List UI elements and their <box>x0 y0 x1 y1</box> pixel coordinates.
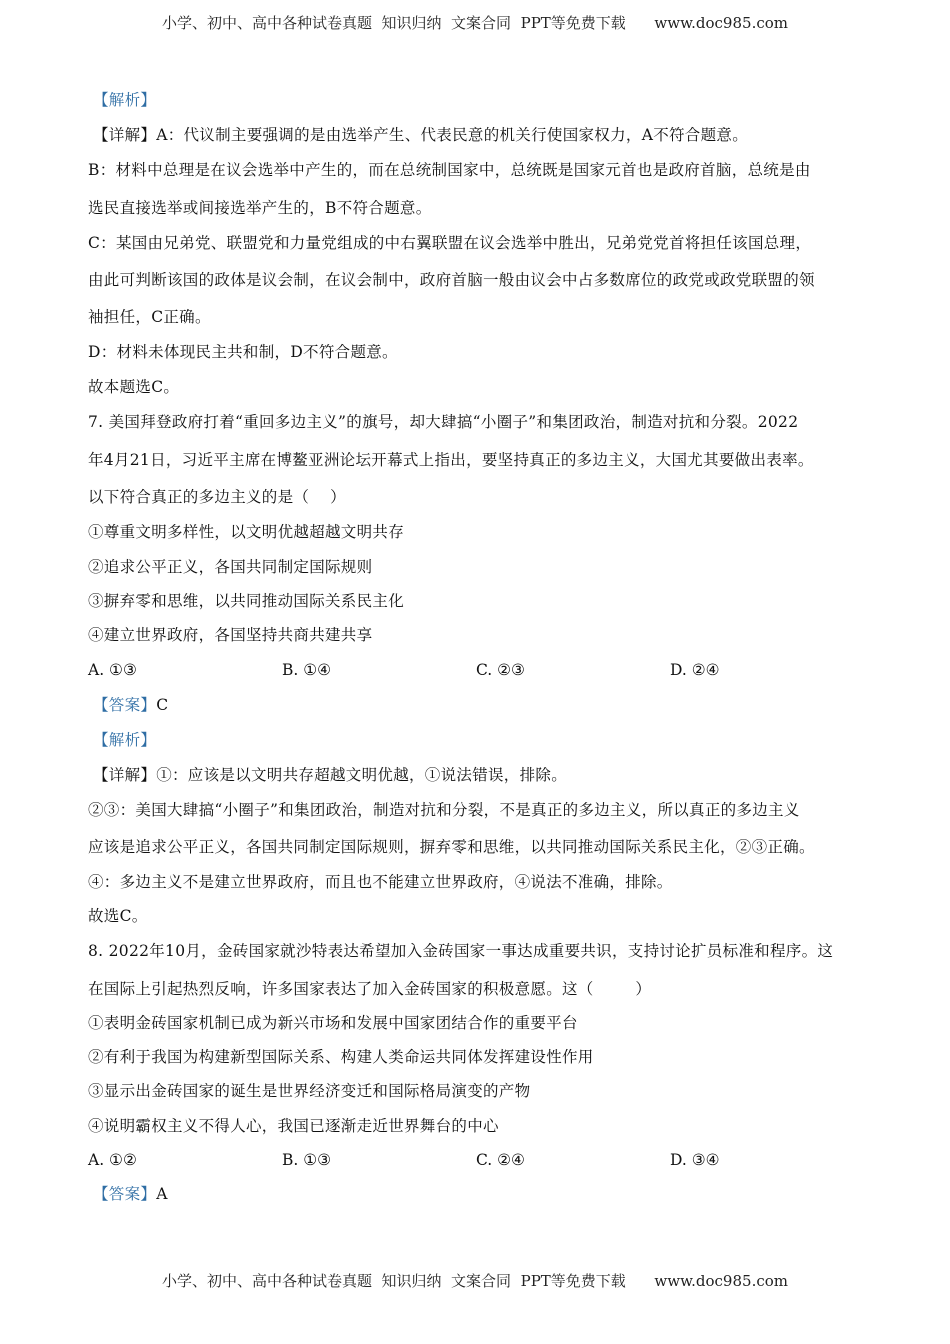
q8-item: ②有利于我国为构建新型国际关系、构建人类命运共同体发挥建设性作用 <box>88 1048 594 1066</box>
q8-item: ③显示出金砖国家的诞生是世界经济变迁和国际格局演变的产物 <box>88 1082 531 1100</box>
q6-conclusion: 故本题选C。 <box>88 378 180 396</box>
q6-detail-line: 由此可判断该国的政体是议会制，在议会制中，政府首脑一般由议会中占多数席位的政党或政党联盟的领 <box>88 271 815 289</box>
q6-analysis-tag: 【解析】 <box>93 91 157 109</box>
q7-option-c: C. ②③ <box>476 661 525 679</box>
q8-option-b: B. ①③ <box>282 1151 332 1169</box>
q8-stem-line: 在国际上引起热烈反响，许多国家表达了加入金砖国家的积极意愿。这（ ） <box>88 980 652 998</box>
q7-conclusion: 故选C。 <box>88 907 148 925</box>
q7-detail-line: ④：多边主义不是建立世界政府，而且也不能建立世界政府，④说法不准确，排除。 <box>88 873 673 891</box>
q8-answer-tag: 【答案】 <box>93 1185 157 1203</box>
q7-stem-line: 7. 美国拜登政府打着“重回多边主义”的旗号，却大肆搞“小圈子”和集团政治，制造对抗和分裂。2022 <box>88 413 799 431</box>
q7-analysis-tag: 【解析】 <box>93 731 157 749</box>
q8-answer <box>93 1184 168 1204</box>
q7-detail-line: 【详解】①：应该是以文明共存超越文明优越，①说法错误，排除。 <box>93 766 568 784</box>
q7-answer <box>93 695 168 715</box>
q7-answer-tag: 【答案】 <box>93 696 157 714</box>
q8-item: ①表明金砖国家机制已成为新兴市场和发展中国家团结合作的重要平台 <box>88 1014 578 1032</box>
q8-stem-line: 8. 2022年10月，金砖国家就沙特表达希望加入金砖国家一事达成重要共识，支持讨论扩员标准和程序。这 <box>88 942 834 960</box>
q7-detail-line: ②③：美国大肆搞“小圈子”和集团政治，制造对抗和分裂，不是真正的多边主义，所以真正的多边主义 <box>88 801 800 819</box>
q7-answer-value: C <box>156 696 169 714</box>
q7-item: ②追求公平正义，各国共同制定国际规则 <box>88 558 373 576</box>
q6-detail-line: B：材料中总理是在议会选举中产生的，而在总统制国家中，总统既是国家元首也是政府首脑，总统是由 <box>88 161 811 179</box>
q6-detail-line: C：某国由兄弟党、联盟党和力量党组成的中右翼联盟在议会选举中胜出，兄弟党党首将担任该国总理， <box>88 234 812 252</box>
page-footer: 小学、初中、高中各种试卷真题 知识归纳 文案合同 PPT等免费下载 www.doc985.com <box>161 1272 788 1290</box>
q8-answer-value: A <box>156 1185 168 1203</box>
q7-item: ①尊重文明多样性，以文明优越超越文明共存 <box>88 523 405 541</box>
q7-option-b: B. ①④ <box>282 661 332 679</box>
q7-option-a: A. ①③ <box>88 661 137 679</box>
q8-option-d: D. ③④ <box>670 1151 720 1169</box>
q7-option-d: D. ②④ <box>670 661 720 679</box>
q7-stem-line: 以下符合真正的多边主义的是（ ） <box>88 488 346 506</box>
q8-option-c: C. ②④ <box>476 1151 525 1169</box>
q6-detail-line: 【详解】A：代议制主要强调的是由选举产生、代表民意的机关行使国家权力，A不符合题意。 <box>93 126 748 144</box>
q7-item: ④建立世界政府，各国坚持共商共建共享 <box>88 626 373 644</box>
q8-option-a: A. ①② <box>88 1151 137 1169</box>
q6-detail-line: 袖担任，C正确。 <box>88 308 211 326</box>
q7-item: ③摒弃零和思维，以共同推动国际关系民主化 <box>88 592 405 610</box>
page-header: 小学、初中、高中各种试卷真题 知识归纳 文案合同 PPT等免费下载 www.doc985.com <box>161 14 788 32</box>
q6-detail-line: D：材料未体现民主共和制，D不符合题意。 <box>88 343 398 361</box>
q7-detail-line: 应该是追求公平正义，各国共同制定国际规则，摒弃零和思维，以共同推动国际关系民主化，②③正确。 <box>88 838 815 856</box>
q8-item: ④说明霸权主义不得人心，我国已逐渐走近世界舞台的中心 <box>88 1117 499 1135</box>
q7-stem-line: 年4月21日，习近平主席在博鳌亚洲论坛开幕式上指出，要坚持真正的多边主义，大国尤其要做出表率。 <box>88 451 814 469</box>
q6-detail-line: 选民直接选举或间接选举产生的，B不符合题意。 <box>88 199 432 217</box>
